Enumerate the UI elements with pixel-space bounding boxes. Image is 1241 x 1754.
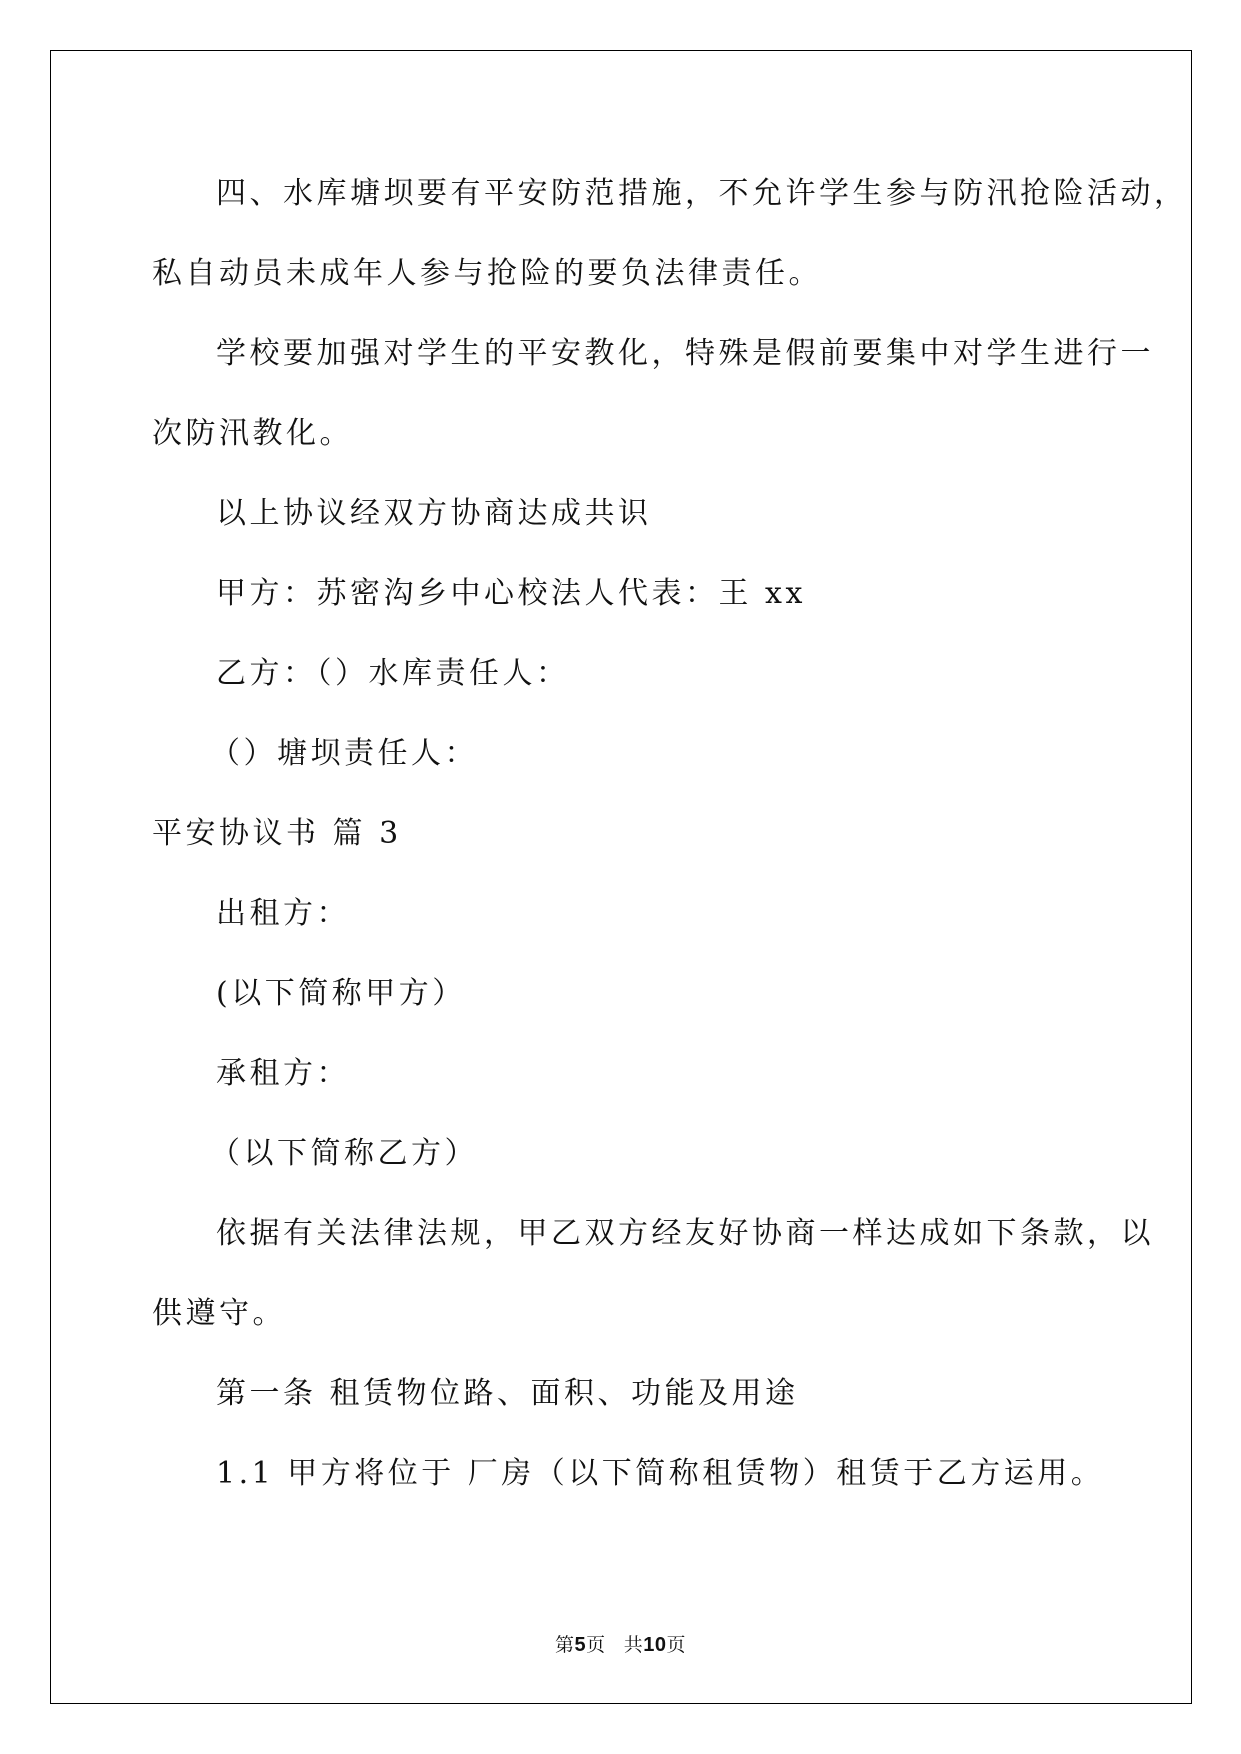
paragraph-line: （）塘坝责任人： bbox=[210, 736, 478, 771]
paragraph-line: 学校要加强对学生的平安教化，特殊是假前要集中对学生进行一 bbox=[216, 336, 1154, 371]
paragraph-line: 第一条 租赁物位路、面积、功能及用途 bbox=[216, 1376, 799, 1411]
paragraph-line: 出租方： bbox=[216, 896, 350, 931]
footer-page-suffix: 页 bbox=[586, 1634, 606, 1656]
paragraph-line: 四、水库塘坝要有平安防范措施，不允许学生参与防汛抢险活动， bbox=[216, 176, 1188, 211]
footer-total-prefix: 共 bbox=[623, 1634, 644, 1656]
total-page-count: 10 bbox=[643, 1634, 667, 1656]
paragraph-line: 私自动员未成年人参与抢险的要负法律责任。 bbox=[152, 256, 822, 291]
section-heading: 平安协议书 篇 3 bbox=[152, 816, 402, 851]
paragraph-line: 承租方： bbox=[216, 1056, 350, 1091]
paragraph-line: (以下简称甲方） bbox=[216, 976, 466, 1011]
footer-prefix: 第 bbox=[555, 1634, 575, 1656]
footer-total-suffix: 页 bbox=[666, 1634, 686, 1656]
paragraph-line: （以下简称乙方） bbox=[210, 1136, 478, 1171]
page-footer bbox=[0, 1630, 1241, 1657]
paragraph-line: 1.1 甲方将位于 厂房（以下简称租赁物）租赁于乙方运用。 bbox=[216, 1456, 1105, 1491]
current-page-number: 5 bbox=[574, 1634, 587, 1656]
paragraph-line: 甲方：苏密沟乡中心校法人代表：王 xx bbox=[216, 576, 806, 611]
paragraph-line: 次防汛教化。 bbox=[152, 416, 353, 451]
paragraph-line: 乙方：（）水库责任人： bbox=[216, 656, 570, 691]
paragraph-line: 依据有关法律法规，甲乙双方经友好协商一样达成如下条款，以 bbox=[216, 1216, 1154, 1251]
paragraph-line: 供遵守。 bbox=[152, 1296, 286, 1331]
paragraph-line: 以上协议经双方协商达成共识 bbox=[216, 496, 652, 531]
